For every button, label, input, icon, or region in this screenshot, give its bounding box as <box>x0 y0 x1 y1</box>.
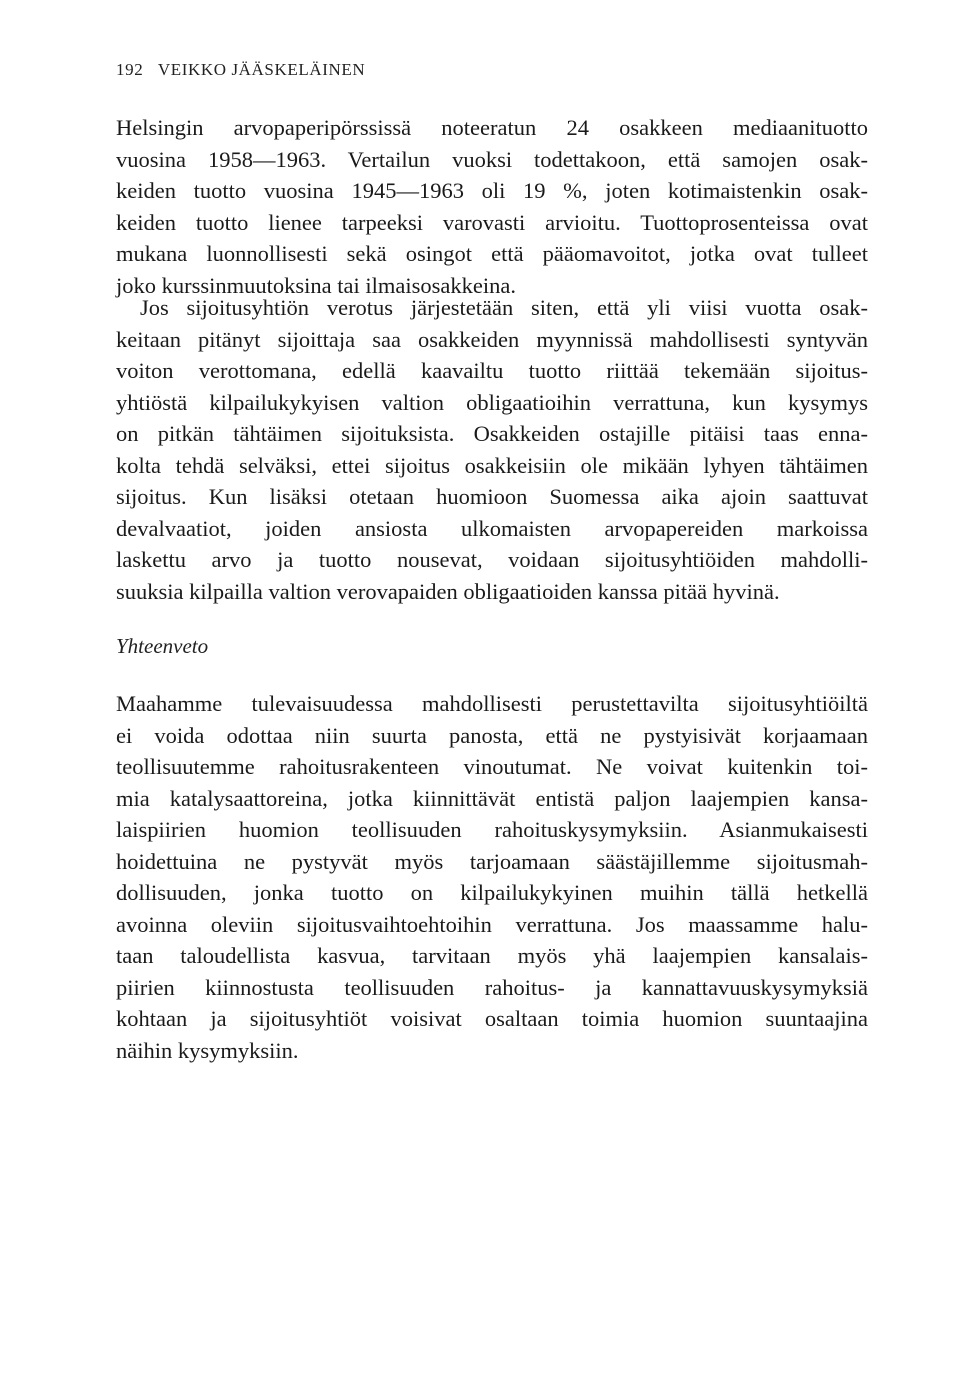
text-line: dollisuuden, jonka tuotto on kilpailukykyinen muihin tällä hetkellä <box>116 880 868 905</box>
text-line: näihin kysymyksiin. <box>116 1037 299 1063</box>
text-line: Helsingin arvopaperipörssissä noteeratun 24 osakkeen mediaanituotto <box>116 115 868 140</box>
paragraph-1 <box>116 112 868 301</box>
text-line: teollisuutemme rahoitusrakenteen vinoutumat. Ne voivat kuitenkin toi- <box>116 754 868 779</box>
text-line: devalvaatiot, joiden ansiosta ulkomaisten arvopapereiden markoissa <box>116 515 868 541</box>
text-line: mukana luonnollisesti sekä osingot että pääomavoitot, jotka ovat tulleet <box>116 241 868 266</box>
text-line: on pitkän tähtäimen sijoituksista. Osakkeiden ostajille pitäisi taas enna- <box>116 421 868 446</box>
text-line: Maahamme tulevaisuudessa mahdollisesti perustettavilta sijoitusyhtiöiltä <box>116 691 868 716</box>
text-line: ei voida odottaa niin suurta panosta, että ne pystyisivät korjaamaan <box>116 722 868 748</box>
text-line: taan taloudellista kasvua, tarvitaan myös yhä laajempien kansalais- <box>116 943 868 968</box>
text-line: keiden tuotto vuosina 1945—1963 oli 19 %, joten kotimaistenkin osak- <box>116 178 868 203</box>
text-line: piirien kiinnostusta teollisuuden rahoitus- ja kannattavuuskysymyksiä <box>116 974 868 1000</box>
paragraph-3 <box>116 688 868 1066</box>
text-line: kolta tehdä selväksi, ettei sijoitus osakkeisiin ole mikään lyhyen tähtäimen <box>116 452 868 478</box>
text-line: Jos sijoitusyhtiön verotus järjestetään siten, että yli viisi vuotta osak- <box>140 295 868 320</box>
text-line: kohtaan ja sijoitusyhtiöt voisivat osaltaan toimia huomion suuntaajina <box>116 1006 868 1031</box>
running-head <box>116 60 365 80</box>
page-number: 192 <box>116 60 144 79</box>
text-line: voiton verottomana, edellä kaavailtu tuotto riittää tekemään sijoitus- <box>116 358 868 383</box>
text-line: yhtiöstä kilpailukykyisen valtion obligaatioihin verrattuna, kun kysymys <box>116 389 868 415</box>
text-line: laispiirien huomion teollisuuden rahoituskysymyksiin. Asianmukaisesti <box>116 817 868 842</box>
text-line: mia katalysaattoreina, jotka kiinnittävät entistä paljon laajempien kansa- <box>116 785 868 811</box>
text-line: keitaan pitänyt sijoittaja saa osakkeiden myynnissä mahdollisesti syntyvän <box>116 326 868 352</box>
text-line: sijoitus. Kun lisäksi otetaan huomioon Suomessa aika ajoin saattuvat <box>116 484 868 509</box>
text-line: keiden tuotto lienee tarpeeksi varovasti arvioitu. Tuottoprosenteissa ovat <box>116 209 868 235</box>
text-line: vuosina 1958—1963. Vertailun vuoksi todettakoon, että samojen osak- <box>116 146 868 172</box>
running-head-author: VEIKKO JÄÄSKELÄINEN <box>157 60 366 79</box>
text-line: laskettu arvo ja tuotto nousevat, voidaan sijoitusyhtiöiden mahdolli- <box>116 547 868 572</box>
section-heading: Yhteenveto <box>116 634 209 658</box>
text-line: avoinna oleviin sijoitusvaihtoehtoihin verrattuna. Jos maassamme halu- <box>116 911 868 937</box>
paragraph-2 <box>116 292 868 607</box>
text-line: hoidettuina ne pystyvät myös tarjoamaan säästäjillemme sijoitusmah- <box>116 848 868 874</box>
text-line: suuksia kilpailla valtion verovapaiden obligaatioiden kanssa pitää hyvinä. <box>116 578 780 604</box>
text-line: joko kurssinmuutoksina tai ilmaisosakkeina. <box>116 272 516 298</box>
